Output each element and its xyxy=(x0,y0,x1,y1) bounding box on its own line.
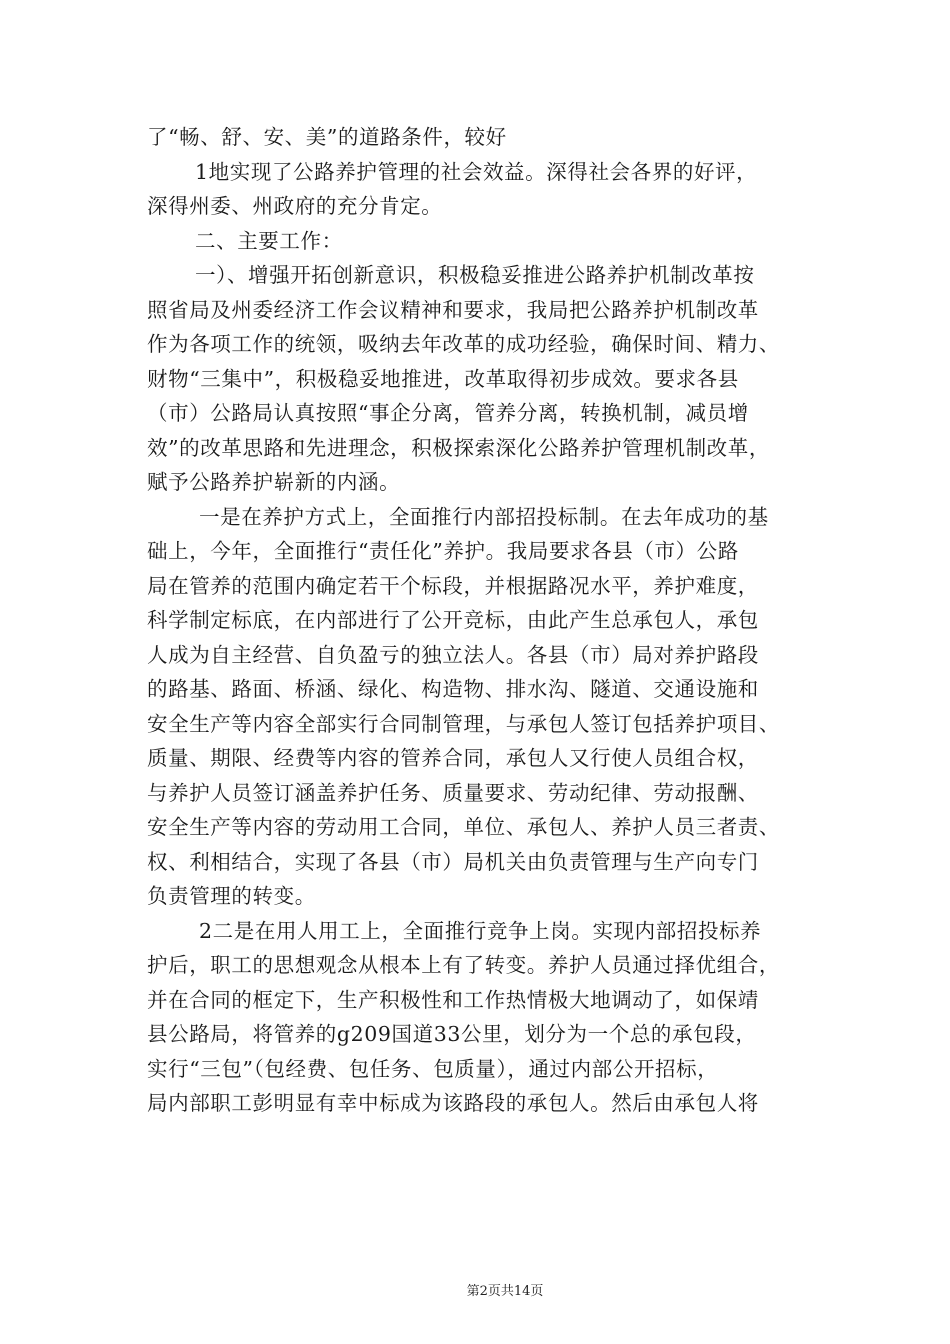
text-line: 效”的改革思路和先进理念，积极探索深化公路养护管理机制改革， xyxy=(147,435,770,460)
text-line: 县公路局，将管养的g209国道33公里，划分为一个总的承包段， xyxy=(147,1022,757,1046)
text-line: 与养护人员签订涵盖养护任务、质量要求、劳动纪律、劳动报酬、 xyxy=(147,780,759,805)
text-line: 作为各项工作的统领，吸纳去年改革的成功经验，确保时间、精力、 xyxy=(147,332,780,356)
text-line: 安全生产等内容全部实行合同制管理，与承包人签订包括养护项目、 xyxy=(147,711,780,736)
text-line: 深得州委、州政府的充分肯定。 xyxy=(147,194,443,218)
text-line: 财物“三集中”，积极稳妥地推进，改革取得初步成效。要求各县 xyxy=(147,366,739,391)
text-line: 并在合同的框定下，生产积极性和工作热情极大地调动了，如保靖 xyxy=(147,987,759,1012)
text-line: 了“畅、舒、安、美”的道路条件，较好 xyxy=(147,125,507,149)
text-line: 础上，今年，全面推行“责任化”养护。我局要求各县（市）公路 xyxy=(147,539,739,563)
page-number-footer: 第2页共14页 xyxy=(466,1284,544,1299)
text-line: 护后，职工的思想观念从根本上有了转变。养护人员通过择优组合， xyxy=(147,953,780,977)
text-line: 安全生产等内容的劳动用工合同，单位、承包人、养护人员三者责、 xyxy=(147,815,780,839)
text-line: 实行“三包”（包经费、包任务、包质量），通过内部公开招标， xyxy=(147,1056,719,1081)
text-line: 局在管养的范围内确定若干个标段，并根据路况水平，养护难度， xyxy=(147,573,759,598)
text-line: 一是在养护方式上，全面推行内部招投标制。在去年成功的基 xyxy=(199,504,769,529)
text-line: （市）公路局认真按照“事企分离，管养分离，转换机制，减员增 xyxy=(147,401,749,425)
text-line: 人成为自主经营、自负盈亏的独立法人。各县（市）局对养护路段 xyxy=(147,642,759,667)
text-line: 的路基、路面、桥涵、绿化、构造物、排水沟、隧道、交通设施和 xyxy=(147,677,759,701)
section-heading: 二、主要工作： xyxy=(195,228,343,253)
text-line: 质量、期限、经费等内容的管养合同，承包人又行使人员组合权， xyxy=(147,746,759,770)
text-line: 负责管理的转变。 xyxy=(147,884,316,908)
text-line: 照省局及州委经济工作会议精神和要求，我局把公路养护机制改革 xyxy=(147,297,759,322)
document-body xyxy=(147,120,827,1121)
text-line: 权、利相结合，实现了各县（市）局机关由负责管理与生产向专门 xyxy=(147,849,759,874)
text-line: 科学制定标底，在内部进行了公开竞标，由此产生总承包人，承包 xyxy=(147,608,759,632)
text-line: 2二是在用人用工上，全面推行竞争上岗。实现内部招投标养 xyxy=(199,918,762,943)
text-line: 1地实现了公路养护管理的社会效益。深得社会各界的好评， xyxy=(195,159,758,184)
subsection-heading: 一）、增强开拓创新意识，积极稳妥推进公路养护机制改革按 xyxy=(195,263,755,287)
text-line: 局内部职工彭明显有幸中标成为该路段的承包人。然后由承包人将 xyxy=(147,1091,759,1115)
text-line: 赋予公路养护崭新的内涵。 xyxy=(147,470,401,494)
